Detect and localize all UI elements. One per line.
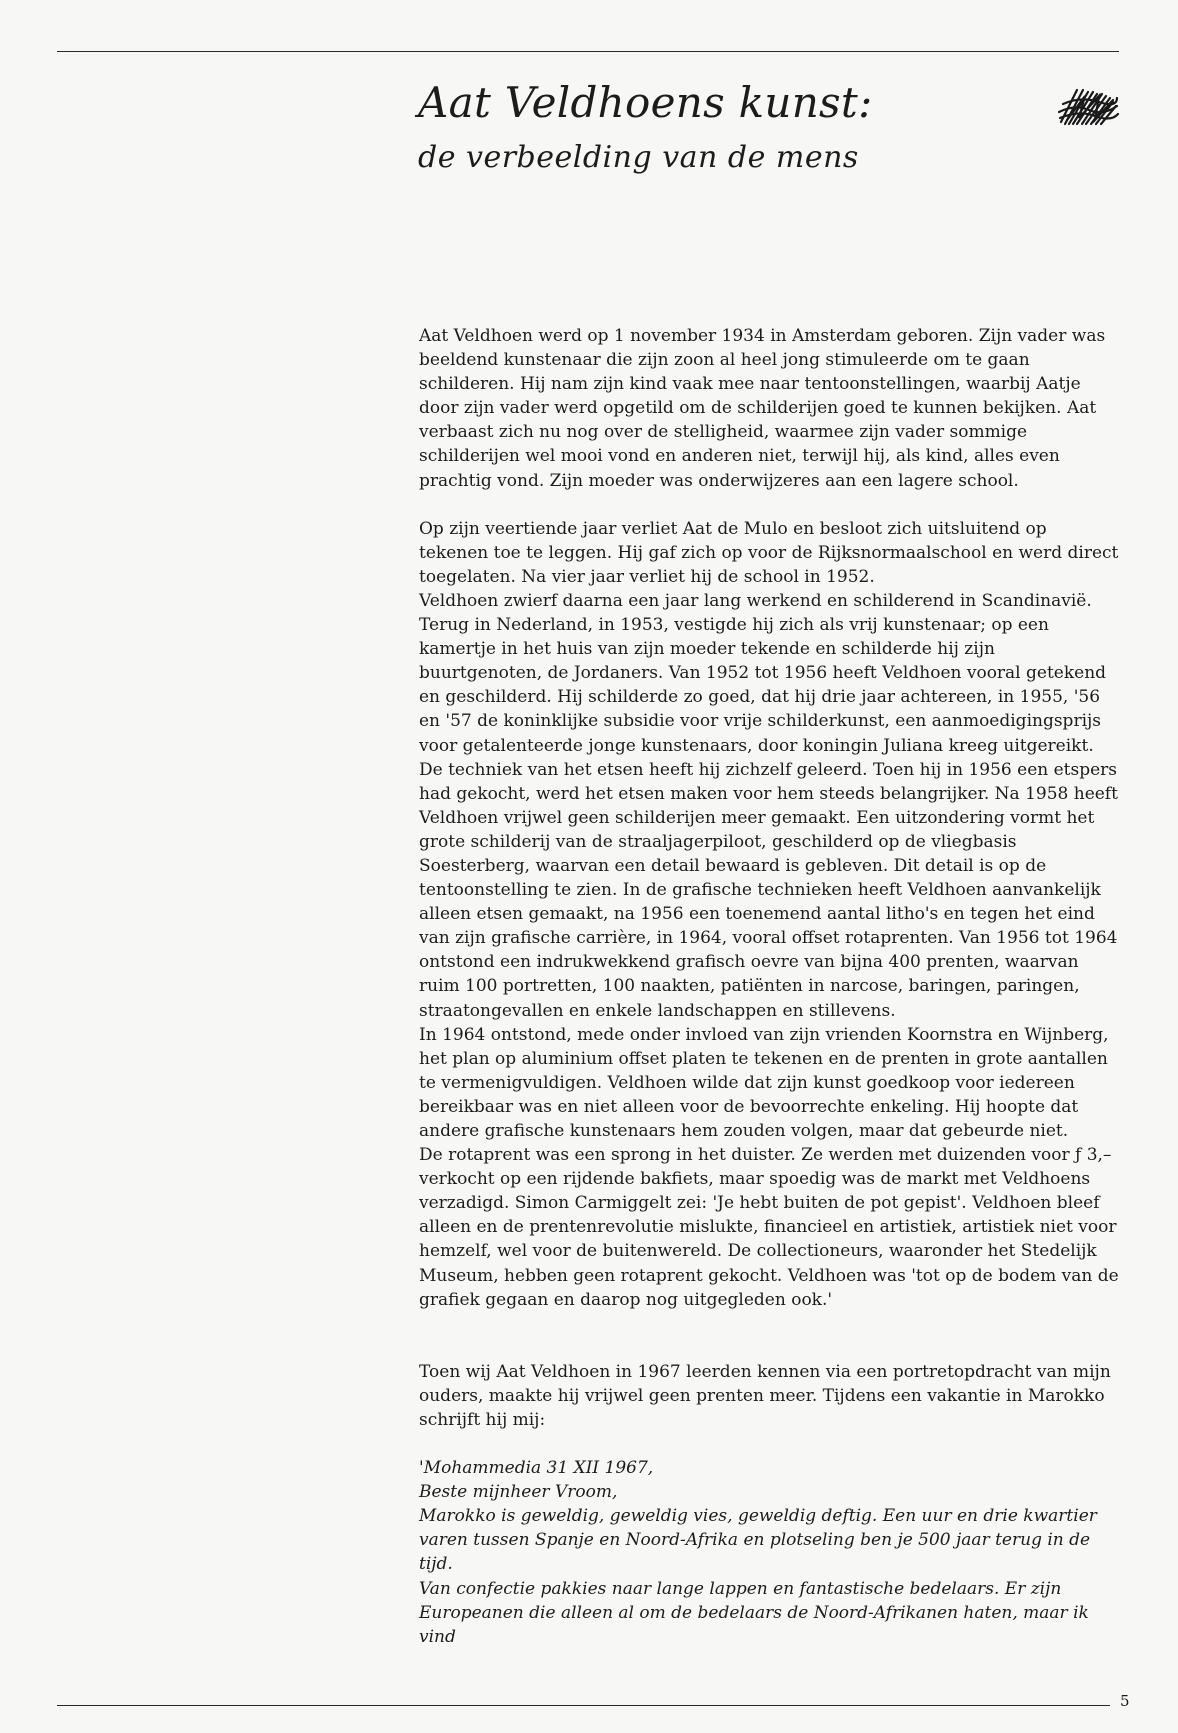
bottom-rule xyxy=(57,1705,1110,1706)
letter-dateline: 'Mohammedia 31 XII 1967, xyxy=(419,1458,654,1479)
page-subtitle: de verbeelding van de mens xyxy=(418,140,859,175)
letter-salutation: Beste mijnheer Vroom, xyxy=(419,1482,618,1503)
paragraph: Toen wij Aat Veldhoen in 1967 leerden kennen via een portretopdracht van mijn ouders, maakte hij vrijwel geen prenten meer. Tijdens een vakantie in Marokko schrijft hij mij: xyxy=(419,1361,1111,1430)
letter-text: Marokko is geweldig, geweldig vies, geweldig deftig. Een uur en drie kwartier varen tussen Spanje en Noord-Afrika en plotseling ben je 500 jaar terug in de tijd. xyxy=(419,1506,1097,1575)
article-body xyxy=(419,324,1119,1649)
scribble-mark-icon xyxy=(1055,84,1121,128)
letter-text: Van confectie pakkies naar lange lappen en fantastische bedelaars. Er zijn Europeanen die alleen al om de bedelaars de Noord-Afrikanen haten, maar ik vind xyxy=(419,1578,1089,1647)
paragraph: De rotaprent was een sprong in het duister. Ze werden met duizenden voor ƒ 3,– verkocht op een rijdende bakfiets, maar spoedig was de markt met Veldhoens verzadigd. Simon Carmiggelt zei: 'Je hebt buiten de pot gepist'. Veldhoen bleef alleen en de prentenrevolutie mislukte, financieel en artistiek, artistiek niet voor hemzelf, wel voor de buitenwereld. De collectioneurs, waaronder het Stedelijk Museum, hebben geen rotaprent gekocht. Veldhoen was 'tot op de bodem van de grafiek gegaan en daarop nog uitgegleden ook.' xyxy=(419,1145,1119,1310)
page-number: 5 xyxy=(1120,1692,1130,1710)
paragraph: Aat Veldhoen werd op 1 november 1934 in Amsterdam geboren. Zijn vader was beeldend kunstenaar die zijn zoon al heel jong stimuleerde om te gaan schilderen. Hij nam zijn kind vaak mee naar tentoonstellingen, waarbij Aatje door zijn vader werd opgetild om de schilderijen goed te kunnen bekijken. Aat verbaast zich nu nog over de stelligheid, waarmee zijn vader sommige schilderijen wel mooi vond en anderen niet, terwijl hij, als kind, alles even prachtig vond. Zijn moeder was onderwijzeres aan een lagere school. xyxy=(419,326,1106,491)
paragraph: Op zijn veertiende jaar verliet Aat de Mulo en besloot zich uitsluitend op tekenen toe te leggen. Hij gaf zich op voor de Rijksnormaalschool en werd direct toegelaten. Na vier jaar verliet hij de school in 1952. xyxy=(419,518,1119,587)
paragraph: Veldhoen zwierf daarna een jaar lang werkend en schilderend in Scandinavië. Terug in Nederland, in 1953, vestigde hij zich als vrij kunstenaar; op een kamertje in het huis van zijn moeder tekende en schilderde hij zijn buurtgenoten, de Jordaners. Van 1952 tot 1956 heeft Veldhoen vooral getekend en geschilderd. Hij schilderde zo goed, dat hij drie jaar achtereen, in 1955, '56 en '57 de koninklijke subsidie voor vrije schilderkunst, een aanmoedigingsprijs voor getalenteerde jonge kunstenaars, door koningin Juliana kreeg uitgereikt. De techniek van het etsen heeft hij zichzelf geleerd. Toen hij in 1956 een etspers had gekocht, werd het etsen maken voor hem steeds belangrijker. Na 1958 heeft Veldhoen vrijwel geen schilderijen meer gemaakt. Een uitzondering vormt het grote schilderij van de straaljagerpiloot, geschilderd op de vliegbasis Soesterberg, waarvan een detail bewaard is gebleven. Dit detail is op de tentoonstelling te zien. In de grafische technieken heeft Veldhoen aanvankelijk alleen etsen gemaakt, na 1956 een toenemend aantal litho's en tegen het eind van zijn grafische carrière, in 1964, vooral offset rotaprenten. Van 1956 tot 1964 ontstond een indrukwekkend grafisch oevre van bijna 400 prenten, waarvan ruim 100 portretten, 100 naakten, patiënten in narcose, baringen, paringen, straatongevallen en enkele landschappen en stillevens. xyxy=(419,590,1118,1021)
top-rule xyxy=(57,51,1119,52)
paragraph: In 1964 ontstond, mede onder invloed van zijn vrienden Koornstra en Wijnberg, het plan op aluminium offset platen te tekenen en de prenten in grote aantallen te vermenigvuldigen. Veldhoen wilde dat zijn kunst goedkoop voor iedereen bereikbaar was en niet alleen voor de bevoorrechte enkeling. Hij hoopte dat andere grafische kunstenaars hem zouden volgen, maar dat gebeurde niet. xyxy=(419,1024,1109,1141)
page-title: Aat Veldhoens kunst: xyxy=(418,78,873,127)
